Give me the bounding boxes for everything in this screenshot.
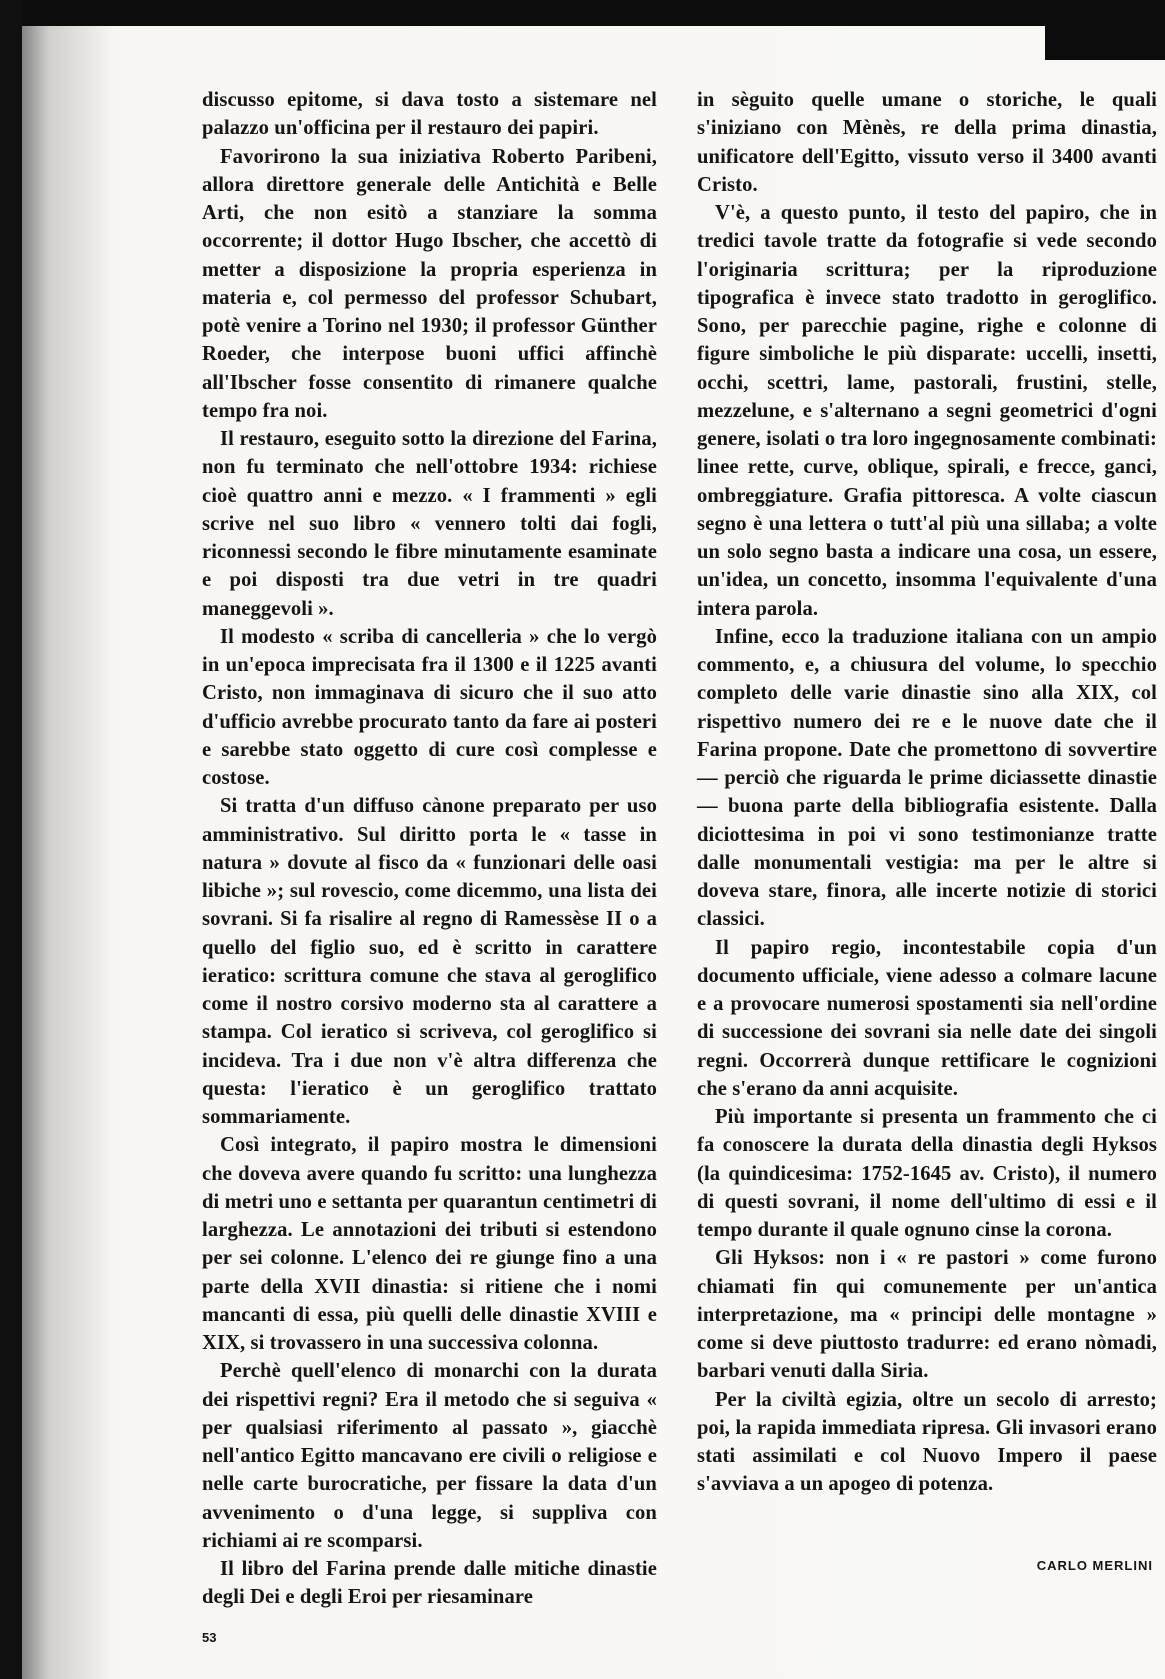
paragraph: Il modesto « scriba di cancelleria » che lo vergò in un'epoca imprecisata fra il 1300 e il 1225 avanti Cristo, non immaginava di sicuro che il suo atto d'ufficio avrebbe procurato tanto da fare ai posteri e sarebbe stato oggetto di cure così complesse e costose. [202, 625, 657, 789]
scan-top-border [0, 0, 1165, 26]
paragraph: discusso epitome, si dava tosto a sistemare nel palazzo un'officina per il restauro dei papiri. [202, 89, 657, 140]
paragraph: Il papiro regio, incontestabile copia d'un documento ufficiale, viene adesso a colmare lacune e a provocare numerosi spostamenti sia nell'ordine di successione dei sovrani sia nelle date dei singoli regni. Occorrerà dunque rettificare le cognizioni che s'erano da anni acquisite. [697, 936, 1157, 1100]
paragraph: Si tratta d'un diffuso cànone preparato per uso amministrativo. Sul diritto porta le « tasse in natura » dovute al fisco da « funzionari delle oasi libiche »; sul rovescio, come dicemmo, una lista dei sovrani. Si fa risalire al regno di Ramessèse II o a quello del figlio suo, ed è scritto in carattere ieratico: scrittura comune che stava al geroglifico come il nostro corsivo moderno sta al carattere a stampa. Col ieratico si scriveva, col geroglifico si incideva. Tra i due non v'è altra differenza che questa: l'ieratico è un geroglifico trattato sommariamente. [202, 795, 657, 1128]
left-text-column [202, 86, 657, 1612]
page-number: 53 [202, 1630, 217, 1645]
paragraph: Gli Hyksos: non i « re pastori » come furono chiamati fin qui comunemente per un'antica interpretazione, ma « principi delle montagne » come si deve piuttosto tradurre: ed erano nòmadi, barbari venuti dalla Siria. [697, 1247, 1157, 1383]
paragraph: Perchè quell'elenco di monarchi con la durata dei rispettivi regni? Era il metodo che si seguiva « per qualsiasi riferimento al passato », giacchè nell'antico Egitto mancavano ere civili o religiose e nelle carte burocratiche, per fissare la data d'un avvenimento o d'una legge, si suppliva con richiami ai re scomparsi. [202, 1360, 657, 1552]
paragraph: Il libro del Farina prende dalle mitiche dinastie degli Dei e degli Eroi per riesaminare [202, 1558, 657, 1609]
paragraph: in sèguito quelle umane o storiche, le quali s'iniziano con Mènès, re della prima dinastia, unificatore dell'Egitto, vissuto verso il 3400 avanti Cristo. [697, 89, 1157, 196]
paragraph: Più importante si presenta un frammento che ci fa conoscere la durata della dinastia degli Hyksos (la quindicesima: 1752-1645 av. Cristo), il numero di questi sovrani, il nome dell'ultimo di essi e il tempo durante il quale ognuno cinse la corona. [697, 1106, 1157, 1241]
paragraph: Il restauro, eseguito sotto la direzione del Farina, non fu terminato che nell'ottobre 1934: richiese cioè quattro anni e mezzo. « I frammenti » egli scrive nel suo libro « vennero tolti dai fogli, riconnessi secondo le fibre minutamente esaminate e poi disposti tra due vetri in tre quadri maneggevoli ». [202, 428, 657, 620]
right-text-column [697, 86, 1157, 1499]
paragraph: V'è, a questo punto, il testo del papiro, che in tredici tavole tratte da fotografie si vede secondo l'originaria scrittura; per la riproduzione tipografica è invece stato tradotto in geroglifico. Sono, per parecchie pagine, righe e colonne di figure simboliche le più disparate: uccelli, insetti, occhi, scettri, lame, pastorali, frustini, stelle, mezzelune, e s'alternano a segni geometrici d'ogni genere, isolati o tra loro ingegnosamente combinati: linee rette, curve, oblique, spirali, e frecce, ganci, ombreggiature. Grafia pittoresca. A volte ciascun segno è una lettera o tutt'al più una sillaba; a volte un solo segno basta a indicare una cosa, un essere, un'idea, un concetto, insomma l'equivalente d'una intera parola. [697, 202, 1157, 620]
paragraph: Per la civiltà egizia, oltre un secolo di arresto; poi, la rapida immediata ripresa. Gli invasori erano stati assimilati e col Nuovo Impero il paese s'avviava a un apogeo di potenza. [697, 1388, 1157, 1496]
paragraph: Favorirono la sua iniziativa Roberto Paribeni, allora direttore generale delle Antichità e Belle Arti, che non esitò a stanziare la somma occorrente; il dottor Hugo Ibscher, che accettò di metter a disposizione la propria esperienza in materia e, col permesso del professor Schubart, potè venire a Torino nel 1930; il professor Günther Roeder, che interpose buoni uffici affinchè all'Ibscher fosse consentito di rimanere qualche tempo fra noi. [202, 145, 657, 422]
scan-left-border [0, 0, 22, 1679]
author-signature: CARLO MERLINI [1036, 1558, 1153, 1573]
paragraph: Così integrato, il papiro mostra le dimensioni che doveva avere quando fu scritto: una lunghezza di metri uno e settanta per quarantun centimetri di larghezza. Le annotazioni dei tributi si estendono per sei colonne. L'elenco dei re giunge fino a una parte della XVII dinastia: si ritiene che i nomi mancanti di essa, più quelli delle dinastie XVIII e XIX, si trovassero in una successiva colonna. [202, 1134, 657, 1354]
scan-top-right-border [1045, 0, 1165, 60]
paragraph: Infine, ecco la traduzione italiana con un ampio commento, e, a chiusura del volume, lo specchio completo delle varie dinastie sino alla XIX, col rispettivo numero dei re e le nuove date che il Farina propone. Date che promettono di sovvertire — perciò che riguarda le prime diciassette dinastie — buona parte della bibliografia esistente. Dalla diciottesima in poi vi sono testimonianze tratte dalle monumentali vestigia: ma per le altre si doveva stare, finora, alle incerte notizie di storici classici. [697, 625, 1157, 931]
binding-shadow [22, 26, 112, 1679]
